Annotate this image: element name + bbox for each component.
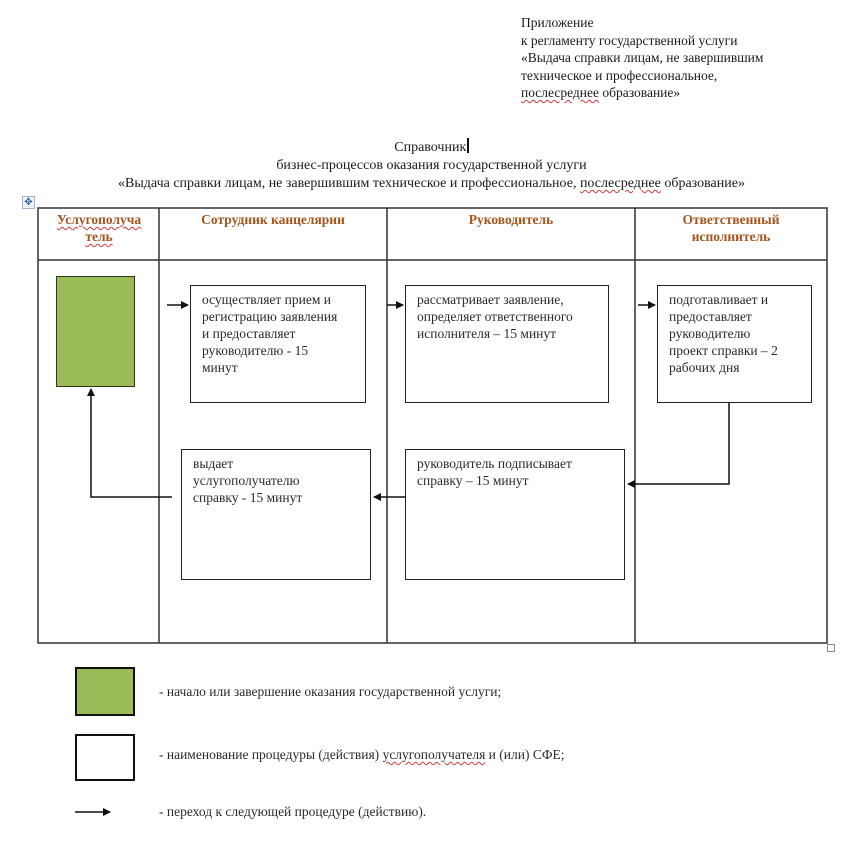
column-header-line: исполнитель [691, 229, 771, 244]
step-box-prepare [657, 285, 812, 403]
arrow-to-step-4 [628, 403, 729, 484]
step-text-line: услугополучателю [193, 473, 300, 488]
column-header-line: тель [85, 229, 113, 244]
step-text-line: предоставляет [669, 309, 752, 324]
spellcheck-word: услугополучателя [382, 747, 486, 762]
appendix-line: «Выдача справки лицам, не завершившим [521, 50, 764, 65]
appendix-line: Приложение [521, 15, 594, 30]
step-text-line: руководитель подписывает [417, 456, 572, 471]
step-text-line: справку – 15 минут [417, 473, 529, 488]
column-header-executor [636, 211, 826, 245]
column-header-recipient [40, 211, 158, 245]
legend-start-end-label: - начало или завершение оказания государственной услуги; [159, 684, 502, 699]
column-header-line: Услугополуча [56, 212, 142, 227]
step-text-line: минут [202, 360, 238, 375]
step-box-issue [181, 449, 371, 580]
legend-procedure-end: и (или) СФЕ; [485, 747, 565, 762]
step-box-sign [405, 449, 625, 580]
appendix-line-rest: образование» [599, 85, 681, 100]
title-line-2: бизнес-процессов оказания государственной услуги [276, 158, 587, 173]
legend-procedure-swatch [75, 734, 135, 781]
appendix-line: техническое и профессиональное, [521, 67, 718, 83]
legend-procedure-start: - наименование процедуры (действия) [159, 747, 383, 762]
step-text-line: руководителю [669, 326, 751, 341]
step-box-review [405, 285, 609, 403]
column-header-line: Сотрудник канцелярии [201, 212, 345, 227]
arrow-to-end [91, 389, 172, 497]
appendix-line: к регламенту государственной услуги [521, 32, 738, 48]
spellcheck-word: послесреднее [579, 176, 661, 191]
step-text-line: осуществляет прием и [202, 292, 332, 307]
column-header-office-staff [160, 211, 386, 228]
spellcheck-word: послесреднее [521, 85, 600, 100]
step-text-line: и предоставляет [202, 326, 296, 341]
step-text-line: исполнителя – 15 минут [417, 326, 557, 341]
step-box-registration [190, 285, 366, 403]
step-text-line: выдает [193, 456, 234, 471]
step-text-line: проект справки – 2 [669, 343, 778, 358]
table-move-icon[interactable]: ✥ [22, 196, 35, 209]
title-text: Справочник [394, 140, 467, 155]
step-text-line: руководителю - 15 [202, 343, 309, 358]
legend-transition-label: - переход к следующей процедуре (действию). [159, 804, 427, 819]
column-header-manager [388, 211, 634, 228]
title-line-3-end: образование» [660, 176, 745, 191]
column-header-line: Ответственный [682, 212, 780, 227]
column-header-line: Руководитель [468, 212, 554, 227]
start-end-block [56, 276, 135, 387]
step-text-line: регистрацию заявления [202, 309, 338, 324]
title-line-3-start: «Выдача справки лицам, не завершившим техническое и профессиональное, [118, 176, 580, 191]
step-text-line: рассматривает заявление, [417, 292, 564, 307]
legend-start-end-swatch [75, 667, 135, 716]
step-text-line: справку - 15 минут [193, 490, 303, 505]
step-text-line: подготавливает и [669, 292, 769, 307]
step-text-line: определяет ответственного [417, 309, 573, 324]
legend-procedure-label [159, 746, 565, 763]
step-text-line: рабочих дня [669, 360, 740, 375]
